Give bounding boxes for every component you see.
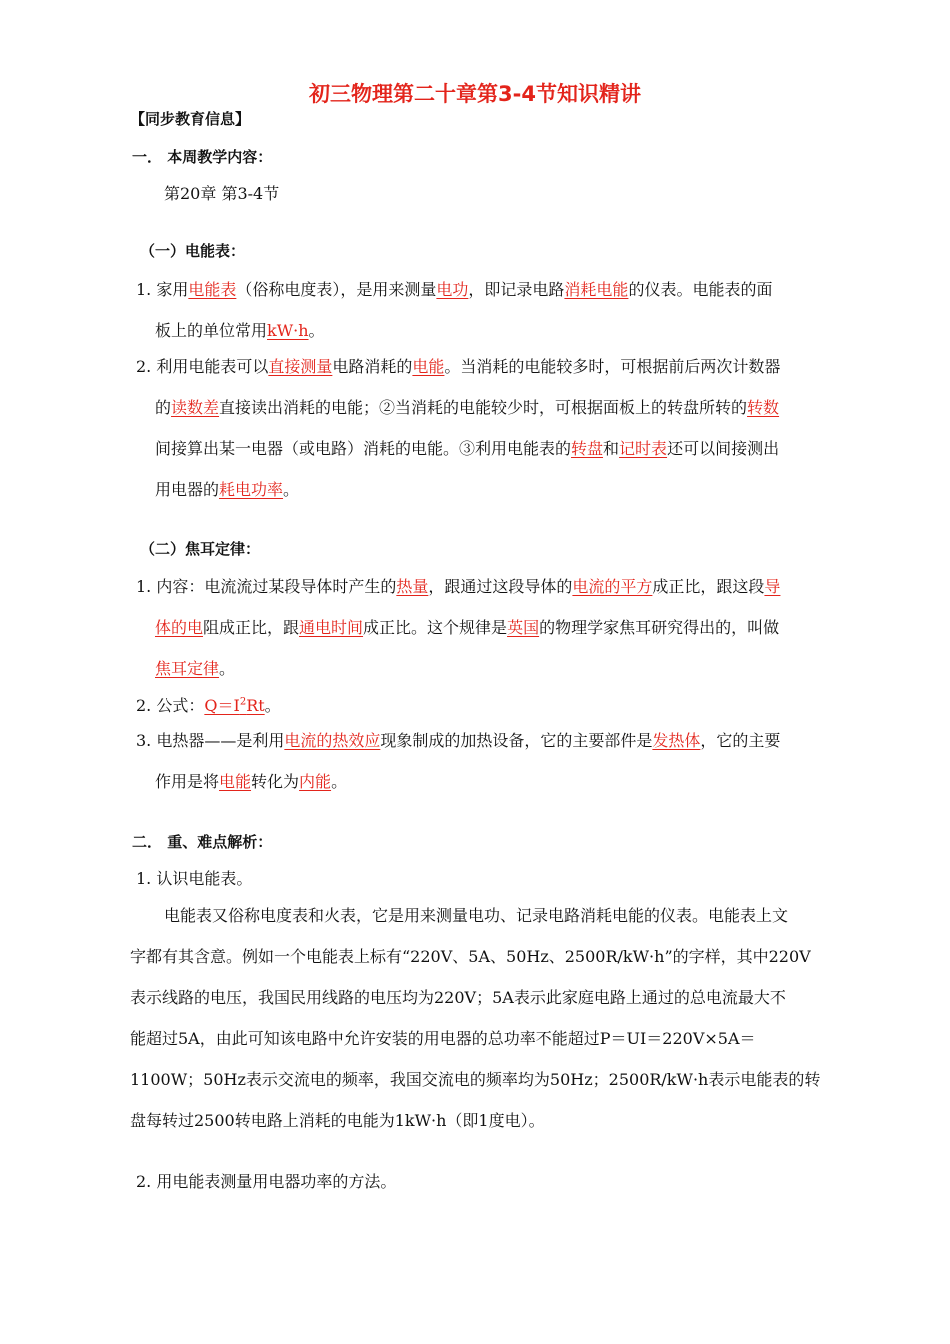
p2-line-2 bbox=[155, 395, 779, 418]
text: 阻成正比，跟 bbox=[203, 618, 300, 637]
text: 转化为 bbox=[251, 772, 300, 791]
answer: 直接测量 bbox=[268, 357, 333, 376]
answer: 转盘 bbox=[571, 439, 604, 458]
formula bbox=[204, 696, 264, 715]
text: 和 bbox=[603, 439, 620, 458]
text: ，跟通过这段导体的 bbox=[428, 577, 573, 596]
p2-line-4 bbox=[155, 477, 299, 500]
part-1-heading: （一）电能表： bbox=[140, 242, 246, 260]
section-1-sub: 第20章 第3-4节 bbox=[164, 184, 280, 203]
answer: 电能表 bbox=[188, 280, 237, 299]
p1-line-1 bbox=[136, 277, 772, 300]
answer: 通电时间 bbox=[299, 618, 364, 637]
answer: 耗电功率 bbox=[219, 480, 284, 499]
joule-line-1 bbox=[136, 574, 780, 597]
answer: 电能 bbox=[412, 357, 445, 376]
text: 的 bbox=[155, 398, 172, 417]
answer: 焦耳定律 bbox=[155, 659, 220, 678]
formula-line bbox=[136, 693, 281, 716]
para-line: 盘每转过2500转电路上消耗的电能为1kW·h（即1度电）。 bbox=[130, 1111, 545, 1130]
answer: 电流的热效应 bbox=[284, 731, 381, 750]
text: ，它的主要 bbox=[700, 731, 781, 750]
text: 用电器的 bbox=[155, 480, 220, 499]
para-line: 表示线路的电压，我国民用线路的电压均为220V；5A表示此家庭电路上通过的总电流最大不 bbox=[130, 988, 786, 1007]
answer: 内能 bbox=[299, 772, 332, 791]
text: 还可以间接测出 bbox=[667, 439, 780, 458]
item-2: 2. 用电能表测量用电器功率的方法。 bbox=[136, 1172, 397, 1191]
para-line: 电能表又俗称电度表和火表，它是用来测量电功、记录电路消耗电能的仪表。电能表上文 bbox=[164, 906, 789, 925]
answer: 电能 bbox=[219, 772, 252, 791]
text: 板上的单位常用 bbox=[155, 321, 268, 340]
text: 。 bbox=[264, 696, 281, 715]
joule-line-2 bbox=[155, 615, 779, 638]
formula-part: Rt bbox=[246, 696, 265, 715]
text: 成正比，跟这段 bbox=[652, 577, 765, 596]
text: 电路消耗的 bbox=[332, 357, 413, 376]
answer: 热量 bbox=[396, 577, 429, 596]
text: ，即记录电路 bbox=[468, 280, 565, 299]
text: 1. 家用 bbox=[136, 280, 189, 299]
formula-exponent: 2 bbox=[239, 696, 247, 708]
text: 间接算出某一电器（或电路）消耗的电能。③利用电能表的 bbox=[155, 439, 572, 458]
info-label: 【同步教育信息】 bbox=[130, 110, 251, 128]
text: 。 bbox=[219, 659, 236, 678]
answer: 读数差 bbox=[171, 398, 220, 417]
text: 2. 公式： bbox=[136, 696, 205, 715]
answer: 发热体 bbox=[652, 731, 701, 750]
answer: 导 bbox=[764, 577, 781, 596]
text: 。当消耗的电能较多时，可根据前后两次计数器 bbox=[444, 357, 781, 376]
formula-part: Q＝I bbox=[204, 696, 240, 715]
p1-line-2 bbox=[155, 318, 325, 341]
text: 现象制成的加热设备，它的主要部件是 bbox=[380, 731, 653, 750]
text: 的物理学家焦耳研究得出的，叫做 bbox=[539, 618, 780, 637]
answer: 记时表 bbox=[619, 439, 668, 458]
part-2-heading: （二）焦耳定律： bbox=[140, 540, 261, 558]
heater-line-2 bbox=[155, 769, 347, 792]
text: 直接读出消耗的电能；②当消耗的电能较少时，可根据面板上的转盘所转的 bbox=[219, 398, 748, 417]
text: 的仪表。电能表的面 bbox=[628, 280, 773, 299]
joule-line-3 bbox=[155, 656, 235, 679]
section-1-heading: 一． 本周教学内容： bbox=[132, 148, 273, 166]
text: 作用是将 bbox=[155, 772, 220, 791]
para-line: 能超过5A，由此可知该电路中允许安装的用电器的总功率不能超过P＝UI＝220V×5A＝ bbox=[130, 1029, 756, 1048]
heater-line-1 bbox=[136, 728, 780, 751]
para-line: 字都有其含意。例如一个电能表上标有“220V、5A、50Hz、2500R/kW·h”的字样，其中220V bbox=[130, 947, 811, 966]
item-1: 1. 认识电能表。 bbox=[136, 869, 253, 888]
answer: 体的电 bbox=[155, 618, 204, 637]
answer: 电功 bbox=[436, 280, 469, 299]
text: 。 bbox=[331, 772, 348, 791]
section-2-heading: 二． 重、难点解析： bbox=[132, 833, 273, 851]
p2-line-3 bbox=[155, 436, 779, 459]
answer: 消耗电能 bbox=[564, 280, 629, 299]
answer: 英国 bbox=[507, 618, 540, 637]
para-line: 1100W；50Hz表示交流电的频率，我国交流电的频率均为50Hz；2500R/kW·h表示电能表的转 bbox=[130, 1070, 821, 1089]
text: 2. 利用电能表可以 bbox=[136, 357, 269, 376]
p2-line-1 bbox=[136, 354, 780, 377]
text: 成正比。这个规律是 bbox=[363, 618, 508, 637]
page-title: 初三物理第二十章第3-4节知识精讲 bbox=[309, 82, 641, 106]
text: 1. 内容：电流流过某段导体时产生的 bbox=[136, 577, 397, 596]
text: 3. 电热器——是利用 bbox=[136, 731, 285, 750]
answer: 电流的平方 bbox=[572, 577, 653, 596]
text: 。 bbox=[308, 321, 325, 340]
answer: kW·h bbox=[267, 321, 309, 340]
answer: 转数 bbox=[747, 398, 780, 417]
text: 。 bbox=[283, 480, 300, 499]
text: （俗称电度表），是用来测量 bbox=[236, 280, 437, 299]
